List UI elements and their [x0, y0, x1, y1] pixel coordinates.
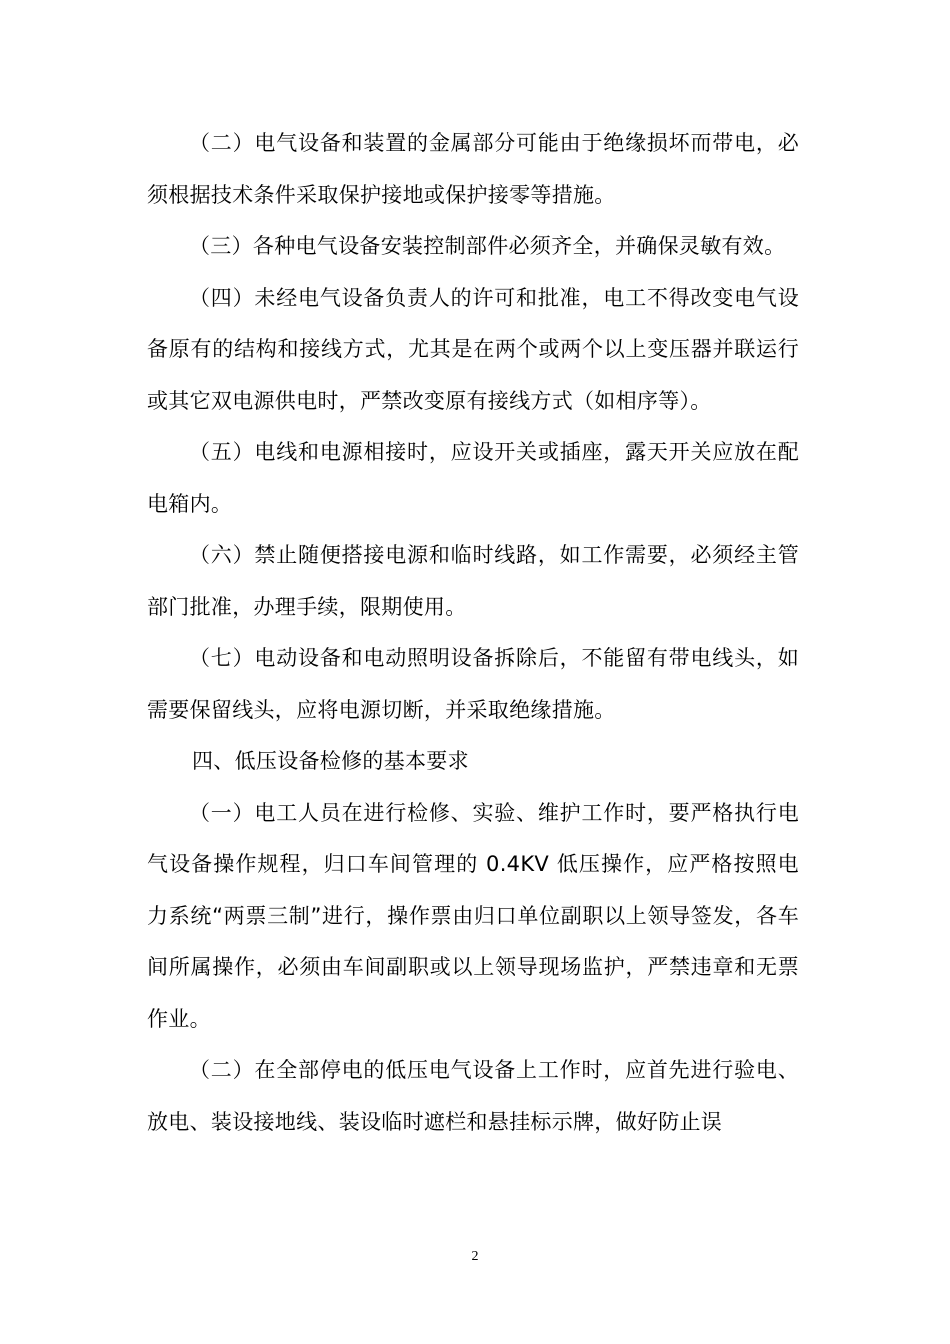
- paragraph-removed-equipment: （七）电动设备和电动照明设备拆除后，不能留有带电线头，如需要保留线头，应将电源切断，并采取绝缘措施。: [147, 646, 799, 722]
- paragraph-power-off-work: （二）在全部停电的低压电气设备上工作时，应首先进行验电、放电、装设接地线、装设临时遮栏和悬挂标示牌，做好防止误: [147, 1058, 799, 1134]
- page-number: 2: [471, 1249, 479, 1264]
- document-body: [147, 118, 799, 1148]
- paragraph-temporary-lines: （六）禁止随便搭接电源和临时线路，如工作需要，必须经主管部门批准，办理手续，限期使用。: [147, 543, 799, 619]
- section-heading: 四、低压设备检修的基本要求: [192, 749, 469, 773]
- paragraph-operation-rules: （一）电工人员在进行检修、实验、维护工作时，要严格执行电气设备操作规程，归口车间管理的 0.4KV 低压操作，应严格按照电力系统“两票三制”进行，操作票由归口单位副职以上领导签发，各车间所属操作，必须由车间副职或以上领导现场监护，严禁违章和无票作业。: [147, 800, 799, 1031]
- paragraph-grounding: （二）电气设备和装置的金属部分可能由于绝缘损坏而带电，必须根据技术条件采取保护接地或保护接零等措施。: [147, 131, 799, 207]
- paragraph-no-modification: （四）未经电气设备负责人的许可和批准，电工不得改变电气设备原有的结构和接线方式，尤其是在两个或两个以上变压器并联运行或其它双电源供电时，严禁改变原有接线方式（如相序等）。: [147, 285, 799, 413]
- paragraph-switch-socket: （五）电线和电源相接时，应设开关或插座，露天开关应放在配电箱内。: [147, 440, 799, 516]
- paragraph-control-parts: （三）各种电气设备安装控制部件必须齐全，并确保灵敏有效。: [189, 234, 786, 258]
